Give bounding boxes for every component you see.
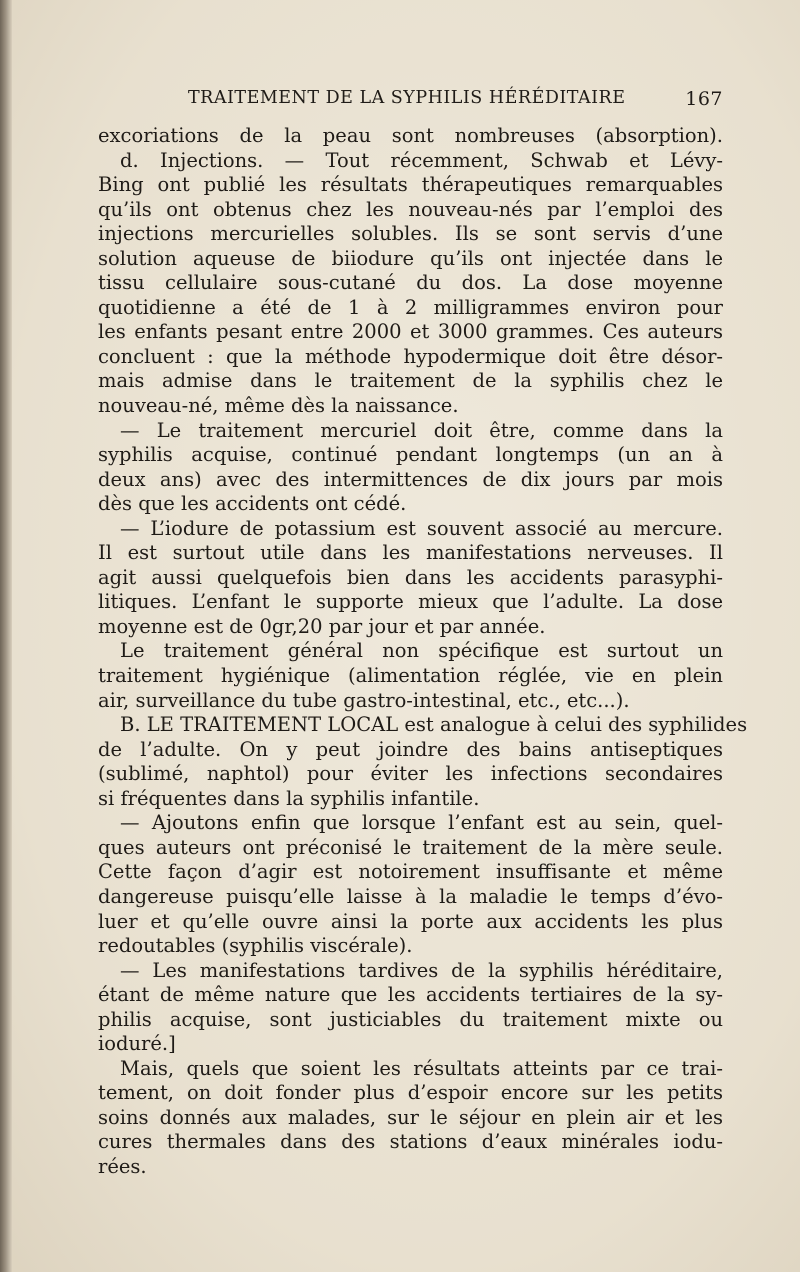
text-line: litiques. L’enfant le supporte mieux que l’adulte. La dose	[98, 590, 723, 614]
text-line: Cette façon d’agir est notoirement insuffisante et même	[98, 860, 723, 884]
text-line: dangereuse puisqu’elle laisse à la maladie le temps d’évo-	[98, 884, 723, 908]
text-line: quotidienne a été de 1 à 2 milligrammes environ pour	[98, 295, 723, 319]
text-line: rées.	[98, 1154, 147, 1178]
body-text	[98, 124, 748, 1180]
text-line: syphilis acquise, continué pendant longtemps (un an à	[98, 443, 723, 467]
text-line: Mais, quels que soient les résultats atteints par ce trai-	[120, 1056, 723, 1080]
text-line: Bing ont publié les résultats thérapeutiques remarquables	[98, 173, 723, 197]
text-line: agit aussi quelquefois bien dans les accidents parasyphi-	[98, 565, 723, 589]
text-line: soins donnés aux malades, sur le séjour en plein air et les	[98, 1105, 723, 1129]
running-title: TRAITEMENT DE LA SYPHILIS HÉRÉDITAIRE	[188, 88, 626, 108]
text-line: solution aqueuse de biiodure qu’ils ont injectée dans le	[98, 246, 723, 270]
text-line: redoutables (syphilis viscérale).	[98, 934, 413, 958]
text-line: traitement hygiénique (alimentation réglée, vie en plein	[98, 664, 723, 688]
text-line: d. Injections. — Tout récemment, Schwab et Lévy-	[120, 148, 723, 172]
text-line: ques auteurs ont préconisé le traitement de la mère seule.	[98, 835, 723, 859]
text-line: ioduré.]	[98, 1032, 176, 1056]
text-line: Le traitement général non spécifique est surtout un	[120, 639, 723, 663]
text-line: B. LE TRAITEMENT LOCAL est analogue à celui des syphilides	[120, 713, 748, 737]
text-line: si fréquentes dans la syphilis infantile.	[98, 786, 480, 810]
text-line: qu’ils ont obtenus chez les nouveau-nés par l’emploi des	[98, 197, 723, 221]
book-binding-edge	[0, 0, 12, 1272]
text-line: deux ans) avec des intermittences de dix jours par mois	[98, 467, 723, 491]
text-line: excoriations de la peau sont nombreuses (absorption).	[98, 124, 723, 147]
text-line: les enfants pesant entre 2000 et 3000 grammes. Ces auteurs	[98, 320, 723, 344]
text-line: philis acquise, sont justiciables du traitement mixte ou	[98, 1007, 723, 1031]
text-line: dès que les accidents ont cédé.	[98, 492, 407, 516]
text-line: injections mercurielles solubles. Ils se sont servis d’une	[98, 222, 723, 246]
text-line: — Les manifestations tardives de la syphilis héréditaire,	[120, 958, 723, 982]
text-line: — L’iodure de potassium est souvent associé au mercure.	[120, 516, 723, 540]
text-line: — Le traitement mercuriel doit être, comme dans la	[120, 418, 723, 442]
text-line: air, surveillance du tube gastro-intestinal, etc., etc...).	[98, 688, 630, 712]
text-line: (sublimé, naphtol) pour éviter les infections secondaires	[98, 762, 723, 786]
text-line: étant de même nature que les accidents tertiaires de la sy-	[98, 983, 723, 1007]
text-line: mais admise dans le traitement de la syphilis chez le	[98, 369, 723, 393]
text-line: tissu cellulaire sous-cutané du dos. La dose moyenne	[98, 271, 723, 295]
text-line: moyenne est de 0gr,20 par jour et par année.	[98, 614, 546, 638]
text-line: Il est surtout utile dans les manifestations nerveuses. Il	[98, 541, 723, 565]
text-line: nouveau-né, même dès la naissance.	[98, 394, 459, 418]
text-line: cures thermales dans des stations d’eaux minérales iodu-	[98, 1130, 723, 1154]
text-line: concluent : que la méthode hypodermique doit être désor-	[98, 344, 723, 368]
text-line: de l’adulte. On y peut joindre des bains antiseptiques	[98, 737, 723, 761]
text-line: luer et qu’elle ouvre ainsi la porte aux accidents les plus	[98, 909, 723, 933]
text-line: tement, on doit fonder plus d’espoir encore sur les petits	[98, 1081, 723, 1105]
page-header	[98, 88, 723, 112]
page-number: 167	[685, 88, 723, 110]
text-line: — Ajoutons enfin que lorsque l’enfant est au sein, quel-	[120, 811, 723, 835]
